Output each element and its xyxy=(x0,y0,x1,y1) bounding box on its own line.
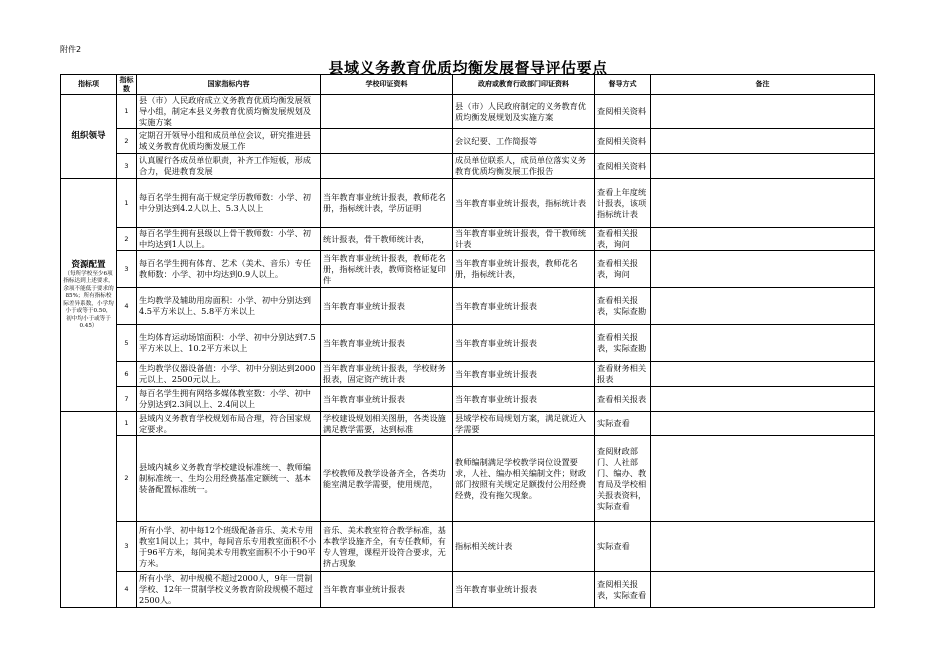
school-evidence: 当年教育事业统计报表 xyxy=(321,572,453,608)
inspection-method: 查看相关报表，询问 xyxy=(595,251,651,288)
table-row xyxy=(61,325,875,362)
table-row xyxy=(61,251,875,288)
indicator-content: 县域内城乡义务教育学校建设标准统一、教师编制标准统一、生均公用经费基准定额统一、基本装备配置标准统一。 xyxy=(137,436,321,522)
school-evidence: 当年教育事业统计报表，学校财务报表，固定资产统计表 xyxy=(321,362,453,387)
indicator-content: 所有小学、初中每12个班级配备音乐、美术专用教室1间以上；其中，每间音乐专用教室面积不小于96平方米，每间美术专用教室面积不小于90平方米。 xyxy=(137,522,321,572)
row-number: 3 xyxy=(117,522,137,572)
category-cell xyxy=(61,412,117,608)
header-category: 指标项 xyxy=(61,75,117,95)
evaluation-table xyxy=(60,74,875,608)
table-row xyxy=(61,288,875,325)
remark xyxy=(651,522,875,572)
school-evidence xyxy=(321,95,453,129)
inspection-method: 查阅相关资料 xyxy=(595,129,651,154)
row-number: 1 xyxy=(117,179,137,228)
indicator-content: 每百名学生拥有高于规定学历教师数：小学、初中分别达到4.2人以上、5.3人以上 xyxy=(137,179,321,228)
row-number: 2 xyxy=(117,129,137,154)
remark xyxy=(651,412,875,436)
indicator-content: 每百名学生拥有体育、艺术（美术、音乐）专任教师数：小学、初中均达到0.9人以上。 xyxy=(137,251,321,288)
table-row xyxy=(61,129,875,154)
header-gov-evidence: 政府或教育行政部门印证资料 xyxy=(453,75,595,95)
category-name: 组织领导 xyxy=(71,131,106,141)
gov-evidence: 成员单位联系人，成员单位落实义务教育优质均衡发展工作报告 xyxy=(453,154,595,179)
gov-evidence: 当年教育事业统计报表 xyxy=(453,362,595,387)
remark xyxy=(651,436,875,522)
row-number: 4 xyxy=(117,572,137,608)
page-title: 县域义务教育优质均衡发展督导评估要点 xyxy=(328,59,608,77)
category-note: （每所学校至少6项指标达到上述要求，余项不能低于要求的85%；所有指标校际差异系数，小学均小于或等于0.50，初中均小于或等于0.45） xyxy=(63,270,114,329)
row-number: 1 xyxy=(117,95,137,129)
header-num: 指标 数 xyxy=(117,75,137,95)
indicator-content: 生均体育运动场馆面积：小学、初中分别达到7.5平方米以上、10.2平方米以上 xyxy=(137,325,321,362)
header-remarks: 备注 xyxy=(651,75,875,95)
indicator-content: 县域内义务教育学校规划布局合理，符合国家规定要求。 xyxy=(137,412,321,436)
inspection-method: 查看财务相关报表 xyxy=(595,362,651,387)
school-evidence: 当年教育事业统计报表 xyxy=(321,288,453,325)
gov-evidence: 当年教育事业统计报表 xyxy=(453,325,595,362)
remark xyxy=(651,95,875,129)
table-row xyxy=(61,522,875,572)
indicator-content: 生均教学仪器设备值：小学、初中分别达到2000元以上、2500元以上。 xyxy=(137,362,321,387)
table-row xyxy=(61,387,875,412)
header-row xyxy=(61,75,875,95)
school-evidence: 学校教师及教学设备齐全，各类功能室满足教学需要，使用规范， xyxy=(321,436,453,522)
table-row xyxy=(61,412,875,436)
school-evidence xyxy=(321,129,453,154)
inspection-method: 查阅相关资料 xyxy=(595,154,651,179)
school-evidence: 学校建设规划相关图册，各类设施满足教学需要，达到标准 xyxy=(321,412,453,436)
gov-evidence: 教师编制满足学校教学岗位设置要求，人社、编办相关编制文件；财政部门按照有关规定足额拨付公用经费经费，没有拖欠现象。 xyxy=(453,436,595,522)
indicator-content: 生均教学及辅助用房面积：小学、初中分别达到4.5平方米以上、5.8平方米以上 xyxy=(137,288,321,325)
table-row xyxy=(61,228,875,251)
indicator-content: 每百名学生拥有县级以上骨干教师数：小学、初中均达到1人以上。 xyxy=(137,228,321,251)
row-number: 7 xyxy=(117,387,137,412)
gov-evidence: 当年教育事业统计报表，骨干教师统计表 xyxy=(453,228,595,251)
school-evidence: 当年教育事业统计报表，教师花名册，指标统计表，教师资格证复印件 xyxy=(321,251,453,288)
remark xyxy=(651,228,875,251)
inspection-method: 实际查看 xyxy=(595,412,651,436)
remark xyxy=(651,288,875,325)
gov-evidence: 当年教育事业统计报表 xyxy=(453,288,595,325)
inspection-method: 查看相关报表，实际查勘 xyxy=(595,325,651,362)
inspection-method: 查阅相关资料 xyxy=(595,95,651,129)
category-name: 资源配置 xyxy=(71,259,106,270)
gov-evidence: 当年教育事业统计报表 xyxy=(453,387,595,412)
indicator-content: 县（市）人民政府成立义务教育优质均衡发展领导小组，制定本县义务教育优质均衡发展规划及实施方案 xyxy=(137,95,321,129)
school-evidence: 当年教育事业统计报表 xyxy=(321,325,453,362)
row-number: 3 xyxy=(117,154,137,179)
school-evidence: 统计报表，骨干教师统计表， xyxy=(321,228,453,251)
gov-evidence: 当年教育事业统计报表，教师花名册，指标统计表， xyxy=(453,251,595,288)
row-number: 1 xyxy=(117,412,137,436)
header-method: 督导方式 xyxy=(595,75,651,95)
attachment-label: 附件2 xyxy=(60,45,82,54)
remark xyxy=(651,572,875,608)
remark xyxy=(651,154,875,179)
remark xyxy=(651,362,875,387)
table-row xyxy=(61,154,875,179)
remark xyxy=(651,129,875,154)
inspection-method: 查看相关报表，实际查勘 xyxy=(595,288,651,325)
row-number: 3 xyxy=(117,251,137,288)
remark xyxy=(651,251,875,288)
row-number: 2 xyxy=(117,228,137,251)
category-cell xyxy=(61,95,117,179)
school-evidence: 当年教育事业统计报表，教师花名册，指标统计表，学历证明 xyxy=(321,179,453,228)
row-number: 6 xyxy=(117,362,137,387)
gov-evidence: 县域学校布局规划方案，满足就近入学需要 xyxy=(453,412,595,436)
school-evidence: 当年教育事业统计报表 xyxy=(321,387,453,412)
indicator-content: 定期召开领导小组和成员单位会议，研究推进县域义务教育优质均衡发展工作 xyxy=(137,129,321,154)
inspection-method: 查阅相关报表，实际查看 xyxy=(595,572,651,608)
gov-evidence: 指标相关统计表 xyxy=(453,522,595,572)
header-content: 国家指标内容 xyxy=(137,75,321,95)
indicator-content: 所有小学、初中规模不超过2000人，9年一贯制学校、12年一贯制学校义务教育阶段规模不超过2500人。 xyxy=(137,572,321,608)
table-row xyxy=(61,95,875,129)
inspection-method: 查看相关报表，询问 xyxy=(595,228,651,251)
school-evidence xyxy=(321,154,453,179)
remark xyxy=(651,179,875,228)
row-number: 2 xyxy=(117,436,137,522)
inspection-method: 查看相关报表 xyxy=(595,387,651,412)
table-row xyxy=(61,362,875,387)
row-number: 4 xyxy=(117,288,137,325)
row-number: 5 xyxy=(117,325,137,362)
category-cell xyxy=(61,179,117,412)
gov-evidence: 会议纪要、工作简报等 xyxy=(453,129,595,154)
gov-evidence: 当年教育事业统计报表 xyxy=(453,572,595,608)
inspection-method: 查看上年度统计报表，该项指标统计表 xyxy=(595,179,651,228)
remark xyxy=(651,387,875,412)
table-row xyxy=(61,179,875,228)
table-row xyxy=(61,572,875,608)
remark xyxy=(651,325,875,362)
table-row xyxy=(61,436,875,522)
indicator-content: 认真履行各成员单位职责，补齐工作短板，形成合力，促进教育发展 xyxy=(137,154,321,179)
inspection-method: 查阅财政部门、人社部门、编办、教育局及学校相关报表资料，实际查看 xyxy=(595,436,651,522)
indicator-content: 每百名学生拥有网络多媒体教室数：小学、初中分别达到2.3间以上、2.4间以上 xyxy=(137,387,321,412)
gov-evidence: 县（市）人民政府制定的义务教育优质均衡发展规划及实施方案 xyxy=(453,95,595,129)
school-evidence: 音乐、美术教室符合教学标准，基本教学设施齐全，有专任教师，有专人管理，课程开设符合要求，无挤占现象 xyxy=(321,522,453,572)
gov-evidence: 当年教育事业统计报表，指标统计表 xyxy=(453,179,595,228)
inspection-method: 实际查看 xyxy=(595,522,651,572)
header-school-evidence: 学校印证资料 xyxy=(321,75,453,95)
